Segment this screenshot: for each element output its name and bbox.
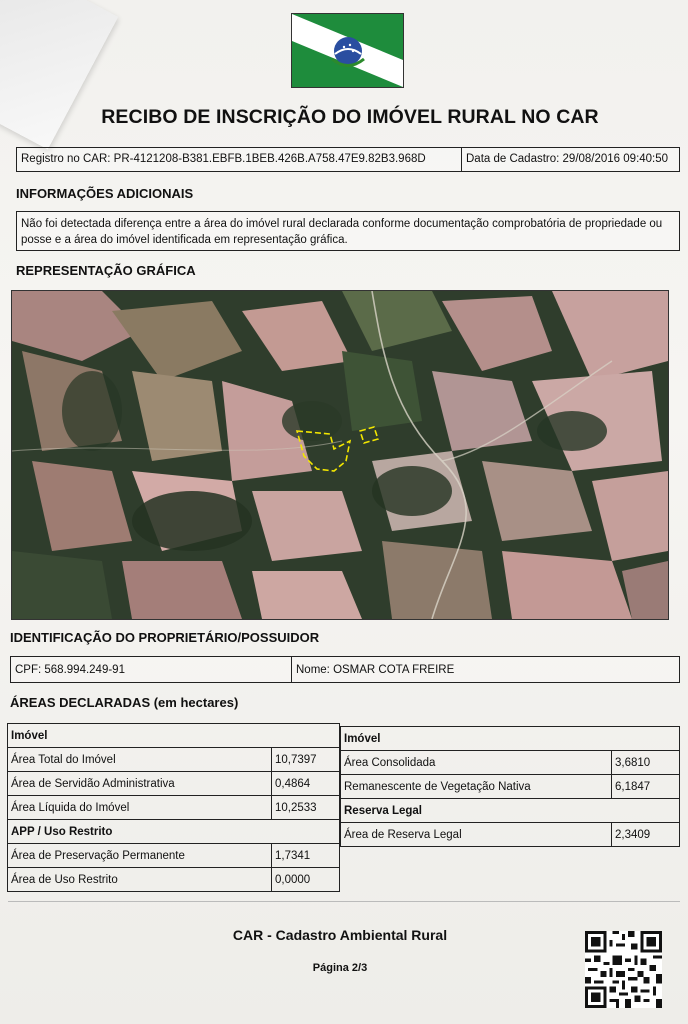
area-label: Área de Servidão Administrativa bbox=[8, 772, 272, 796]
table-row bbox=[341, 727, 680, 751]
areas-heading: ÁREAS DECLARADAS (em hectares) bbox=[10, 695, 239, 710]
table-header: Reserva Legal bbox=[341, 799, 680, 823]
area-label: Área Consolidada bbox=[341, 751, 612, 775]
data-cadastro: Data de Cadastro: 29/08/2016 09:40:50 bbox=[466, 153, 669, 165]
table-row bbox=[341, 751, 680, 775]
nome-field: Nome: OSMAR COTA FREIRE bbox=[296, 664, 455, 676]
area-value: 2,3409 bbox=[612, 823, 680, 847]
area-value: 1,7341 bbox=[272, 844, 340, 868]
table-row bbox=[8, 724, 340, 748]
areas-table-left bbox=[7, 723, 340, 892]
proprietario-row bbox=[10, 656, 680, 683]
table-row bbox=[341, 823, 680, 847]
table-row bbox=[8, 820, 340, 844]
areas-table-right bbox=[340, 726, 680, 847]
table-header: Imóvel bbox=[8, 724, 340, 748]
area-value: 10,2533 bbox=[272, 796, 340, 820]
area-label: Área de Preservação Permanente bbox=[8, 844, 272, 868]
area-value: 0,0000 bbox=[272, 868, 340, 892]
area-value: 6,1847 bbox=[612, 775, 680, 799]
table-row bbox=[8, 796, 340, 820]
satellite-image bbox=[12, 291, 668, 619]
table-row bbox=[8, 772, 340, 796]
parana-flag-icon bbox=[291, 13, 404, 88]
proprietario-heading: IDENTIFICAÇÃO DO PROPRIETÁRIO/POSSUIDOR bbox=[10, 630, 320, 645]
area-label: Área de Reserva Legal bbox=[341, 823, 612, 847]
table-row bbox=[341, 799, 680, 823]
registro-row bbox=[16, 147, 680, 172]
table-row bbox=[341, 775, 680, 799]
area-value: 3,6810 bbox=[612, 751, 680, 775]
info-text: Não foi detectada diferença entre a área do imóvel rural declarada conforme documentação comprobatória de propriedade ou posse e a área do imóvel identificada em representação gráfica. bbox=[16, 211, 680, 251]
info-heading: INFORMAÇÕES ADICIONAIS bbox=[16, 186, 194, 201]
cpf-field: CPF: 568.994.249-91 bbox=[11, 657, 292, 682]
page-number: Página 2/3 bbox=[312, 962, 368, 974]
table-header: Imóvel bbox=[341, 727, 680, 751]
table-row bbox=[8, 748, 340, 772]
table-header: APP / Uso Restrito bbox=[8, 820, 340, 844]
satellite-map bbox=[11, 290, 669, 620]
area-value: 10,7397 bbox=[272, 748, 340, 772]
area-label: Área de Uso Restrito bbox=[8, 868, 272, 892]
registro-car: Registro no CAR: PR-4121208-B381.EBFB.1BEB.426B.A758.47E9.82B3.968D bbox=[17, 148, 462, 171]
footer-divider bbox=[8, 901, 680, 902]
table-row bbox=[8, 868, 340, 892]
area-label: Área Total do Imóvel bbox=[8, 748, 272, 772]
area-value: 0,4864 bbox=[272, 772, 340, 796]
footer-title: CAR - Cadastro Ambiental Rural bbox=[232, 927, 448, 943]
area-label: Área Líquida do Imóvel bbox=[8, 796, 272, 820]
representacao-heading: REPRESENTAÇÃO GRÁFICA bbox=[16, 263, 196, 278]
area-label: Remanescente de Vegetação Nativa bbox=[341, 775, 612, 799]
qr-code-icon bbox=[585, 931, 662, 1008]
table-row bbox=[8, 844, 340, 868]
page-title: RECIBO DE INSCRIÇÃO DO IMÓVEL RURAL NO CAR bbox=[101, 106, 599, 128]
